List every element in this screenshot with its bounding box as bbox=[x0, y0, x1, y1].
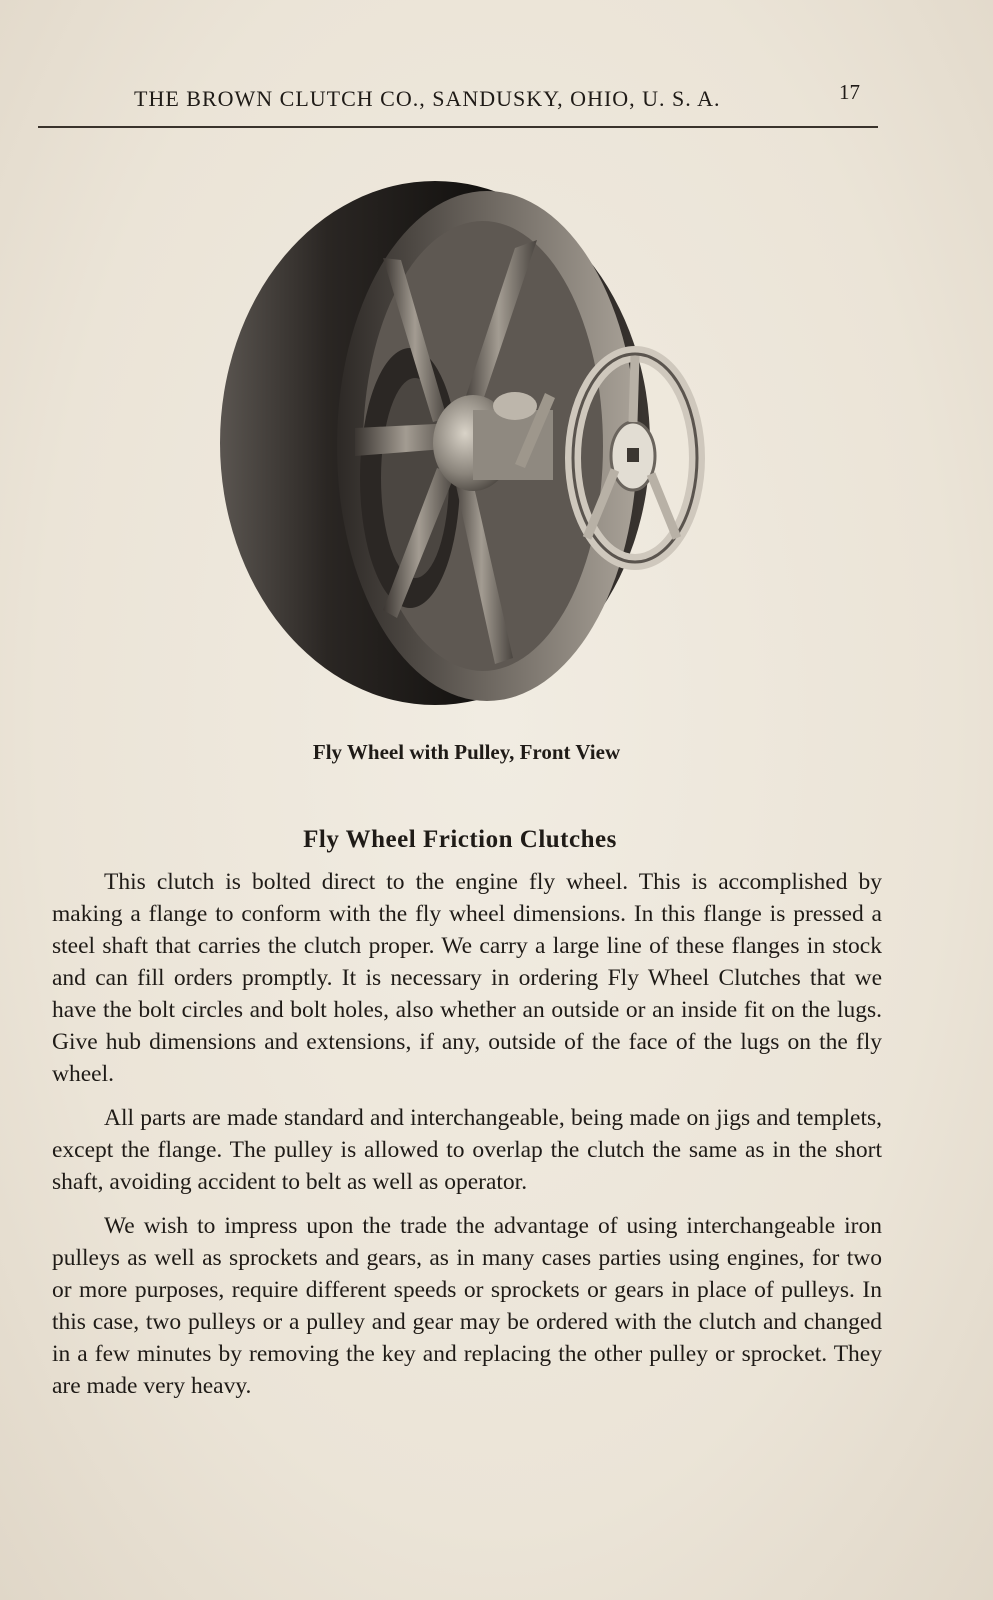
fly-wheel-pulley-illustration bbox=[215, 178, 705, 723]
paragraph: We wish to impress upon the trade the advantage of using interchangeable iron pulleys as well as sprockets and gears, as in many cases parties using engines, for two or more purposes, require different speeds or sprockets or gears in place of pulleys. In this case, two pulleys or a pulley and gear may be ordered with the clutch and changed in a few minutes by removing the key and replacing the other pulley or sprocket. They are made very heavy. bbox=[52, 1213, 882, 1399]
paragraph: This clutch is bolted direct to the engine fly wheel. This is accomplished by making a flange to conform with the fly wheel dimensions. In this flange is pressed a steel shaft that carries the clutch proper. We carry a large line of these flanges in stock and can fill orders promptly. It is necessary in ordering Fly Wheel Clutches that we have the bolt circles and bolt holes, also whether an outside or an inside fit on the lugs. Give hub dimensions and extensions, if any, outside of the face of the lugs on the fly wheel. bbox=[52, 869, 882, 1087]
figure-caption: Fly Wheel with Pulley, Front View bbox=[312, 740, 621, 764]
running-header bbox=[38, 76, 878, 128]
page-number: 17 bbox=[839, 80, 860, 104]
header-title: THE BROWN CLUTCH CO., SANDUSKY, OHIO, U. S. A. bbox=[134, 86, 721, 111]
paragraph: All parts are made standard and interchangeable, being made on jigs and templets, except the flange. The pulley is allowed to overlap the clutch the same as in the short shaft, avoiding accident to belt as well as operator. bbox=[52, 1105, 882, 1195]
body-text bbox=[52, 866, 882, 1414]
section-heading: Fly Wheel Friction Clutches bbox=[303, 826, 617, 853]
